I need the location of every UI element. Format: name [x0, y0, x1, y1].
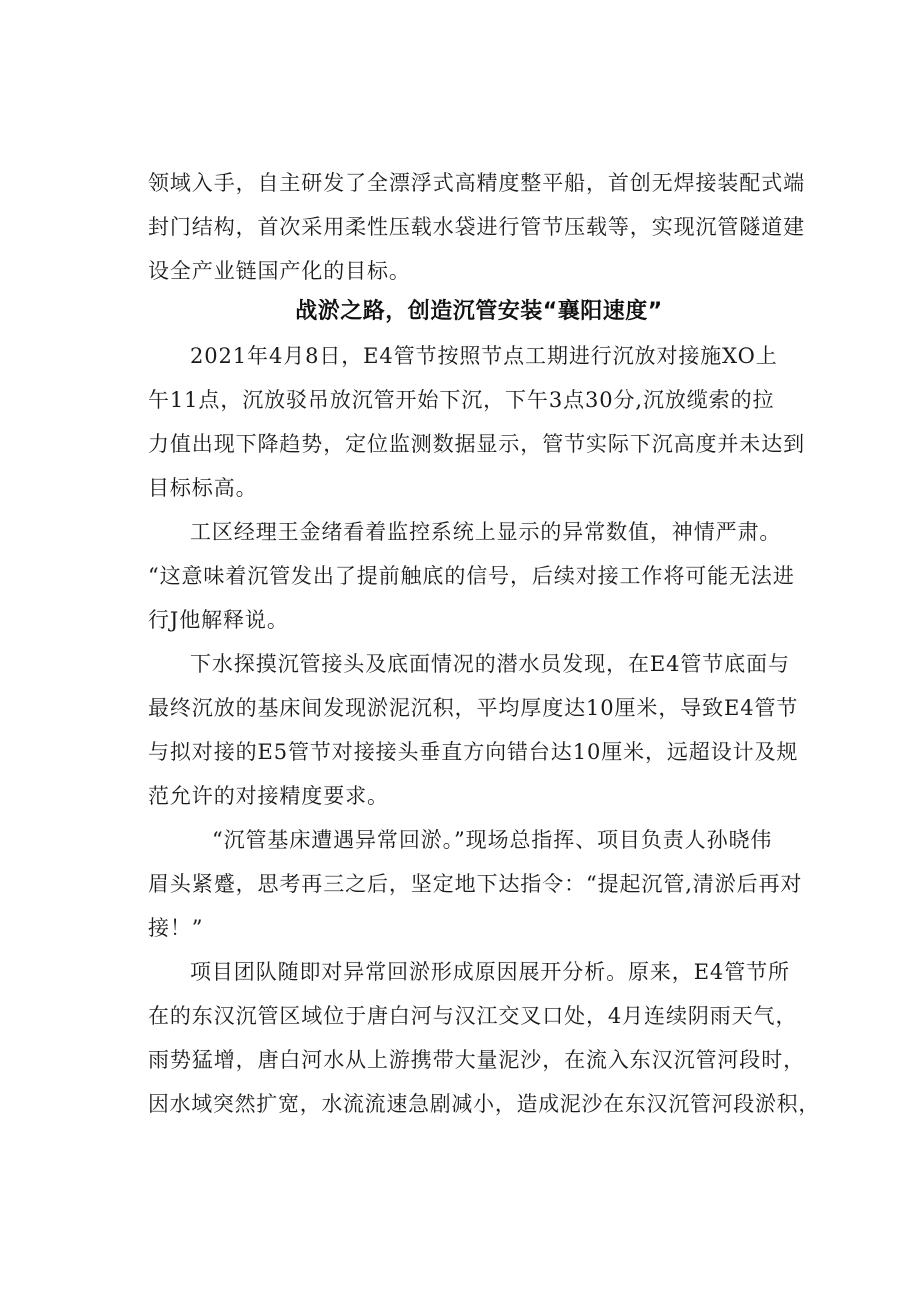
- text-line: 最终沉放的基床间发现淤泥沉积，平均厚度达10厘米，导致E4管节: [148, 696, 799, 720]
- text-line: 在的东汉沉管区域位于唐白河与汉江交叉口处，4月连续阴雨天气，: [148, 1004, 798, 1028]
- text-line: 2021年4月8日，E4管节按照节点工期进行沉放对接施XO上: [190, 344, 778, 368]
- section-heading: 战淤之路，创造沉管安装“襄阳速度”: [295, 299, 663, 324]
- text-line: 力值出现下降趋势，定位监测数据显示，管节实际下沉高度并未达到: [148, 432, 805, 456]
- text-line: 领域入手，自主研发了全漂浮式高精度整平船，首创无焊接装配式端: [148, 171, 805, 195]
- text-line: 目标标高。: [148, 476, 258, 500]
- text-line: 行J他解释说。: [148, 608, 289, 632]
- text-line: 与拟对接的E5管节对接接头垂直方向错台达10厘米，远超设计及规: [148, 740, 799, 764]
- text-line: 雨势猛增，唐白河水从上游携带大量泥沙，在流入东汉沉管河段时，: [148, 1048, 805, 1072]
- text-line: 设全产业链国产化的目标。: [148, 259, 411, 283]
- text-line: 接！”: [148, 916, 204, 940]
- text-line: 封门结构，首次采用柔性压载水袋进行管节压载等，实现沉管隧道建: [148, 215, 805, 239]
- text-line: “这意味着沉管发出了提前触底的信号，后续对接工作将可能无法进: [148, 564, 795, 588]
- text-line: 因水域突然扩宽，水流流速急剧减小，造成泥沙在东汉沉管河段淤积，: [148, 1092, 821, 1116]
- text-line: 范允许的对接精度要求。: [148, 784, 389, 808]
- text-line: 项目团队随即对异常回淤形成原因展开分析。原来，E4管节所: [190, 960, 790, 984]
- text-line: “沉管基床遭遇异常回淤。”现场总指挥、项目负责人孙晓伟: [212, 828, 773, 852]
- text-line: 工区经理王金绪看着监控系统上显示的异常数值，神情严肃。: [190, 520, 782, 544]
- text-line: 午11点，沉放驳吊放沉管开始下沉，下午3点30分,沉放缆索的拉: [148, 388, 775, 412]
- text-line: 眉头紧蹙，思考再三之后，坚定地下达指令：“提起沉管,清淤后再对: [148, 872, 803, 896]
- text-line: 下水探摸沉管接头及底面情况的潜水员发现，在E4管节底面与: [190, 652, 790, 676]
